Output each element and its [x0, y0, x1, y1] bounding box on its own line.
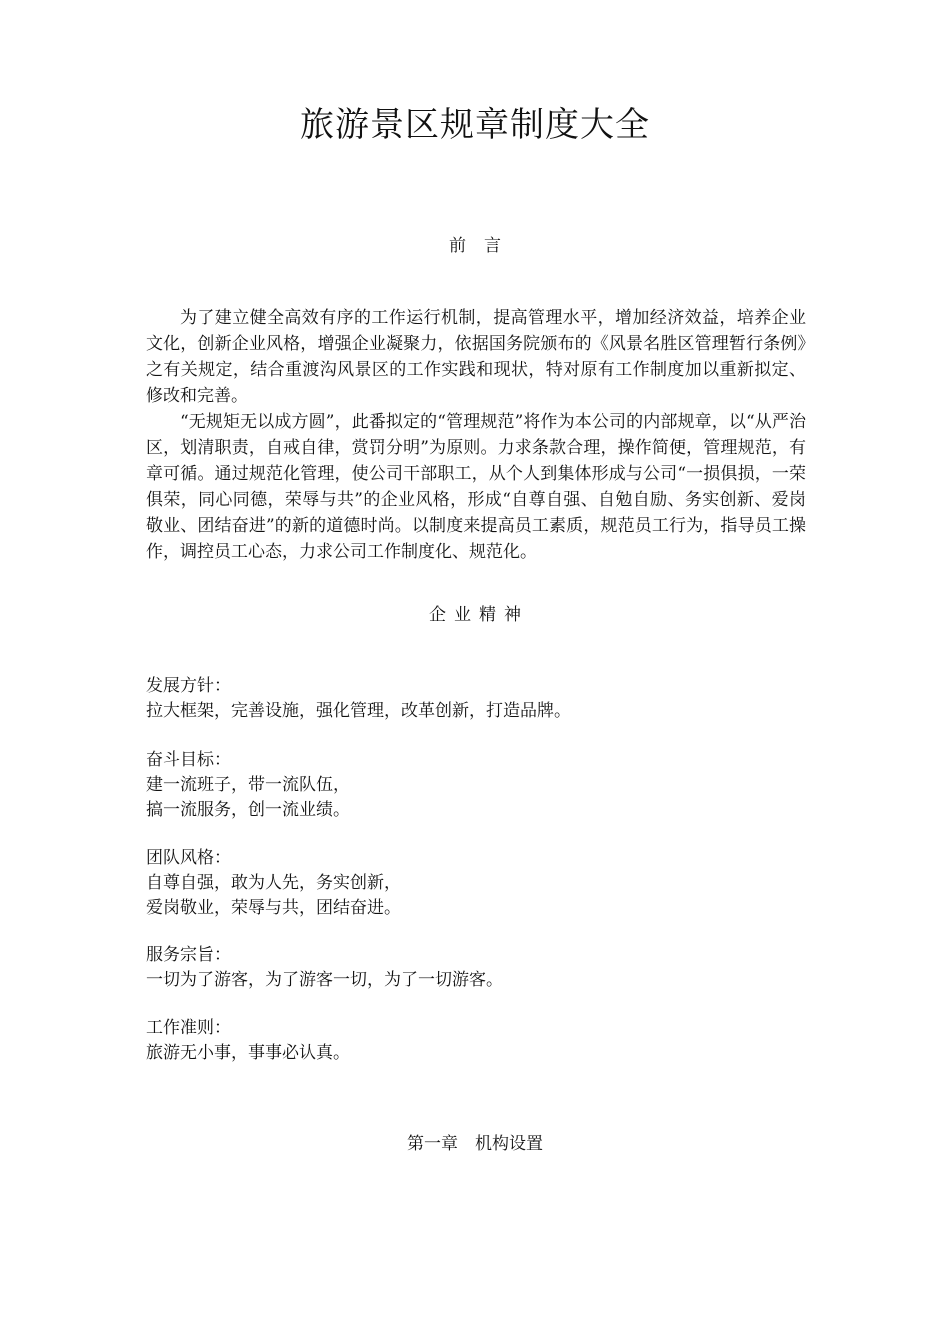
spirit-heading: 企业精神	[429, 605, 529, 625]
document-title: 旅游景区规章制度大全	[300, 105, 650, 145]
spirit-item-label: 工作准则：	[146, 1018, 231, 1038]
preface-body	[146, 305, 806, 565]
chapter-heading: 第一章 机构设置	[407, 1134, 543, 1154]
preface-paragraph: 为了建立健全高效有序的工作运行机制，提高管理水平，增加经济效益，培养企业文化，创新企业风格，增强企业凝聚力，依据国务院颁布的《风景名胜区管理暂行条例》之有关规定，结合重渡沟风景区的工作实践和现状，特对原有工作制度加以重新拟定、修改和完善。	[146, 308, 806, 406]
spirit-item-line: 搞一流服务，创一流业绩。	[146, 800, 350, 820]
spirit-item-line: 旅游无小事，事事必认真。	[146, 1043, 350, 1063]
spirit-item-team-style	[146, 846, 806, 921]
spirit-item-line: 拉大框架，完善设施，强化管理，改革创新，打造品牌。	[146, 701, 571, 721]
spirit-item-label: 奋斗目标：	[146, 750, 231, 770]
spirit-item-label: 服务宗旨：	[146, 945, 231, 965]
spirit-item-principle	[146, 1016, 806, 1066]
spirit-item-label: 发展方针：	[146, 676, 231, 696]
spirit-item-goal	[146, 748, 806, 823]
spirit-item-line: 爱岗敬业，荣辱与共，团结奋进。	[146, 898, 401, 918]
spirit-item-policy	[146, 674, 806, 724]
spirit-item-label: 团队风格：	[146, 848, 231, 868]
spirit-item-line: 建一流班子，带一流队伍，	[146, 775, 350, 795]
spirit-item-line: 自尊自强，敢为人先，务实创新，	[146, 873, 401, 893]
preface-heading: 前言	[449, 236, 519, 256]
spirit-item-line: 一切为了游客，为了游客一切，为了一切游客。	[146, 970, 503, 990]
spirit-item-service	[146, 943, 806, 993]
preface-paragraph: “无规矩无以成方圆”，此番拟定的“管理规范”将作为本公司的内部规章，以“从严治区，划清职责，自戒自律，赏罚分明”为原则。力求条款合理，操作简便，管理规范，有章可循。通过规范化管理，使公司干部职工，从个人到集体形成与公司“一损俱损，一荣俱荣，同心同德，荣辱与共”的企业风格，形成“自尊自强、自勉自励、务实创新、爱岗敬业、团结奋进”的新的道德时尚。以制度来提高员工素质，规范员工行为，指导员工操作，调控员工心态，力求公司工作制度化、规范化。	[146, 412, 806, 562]
